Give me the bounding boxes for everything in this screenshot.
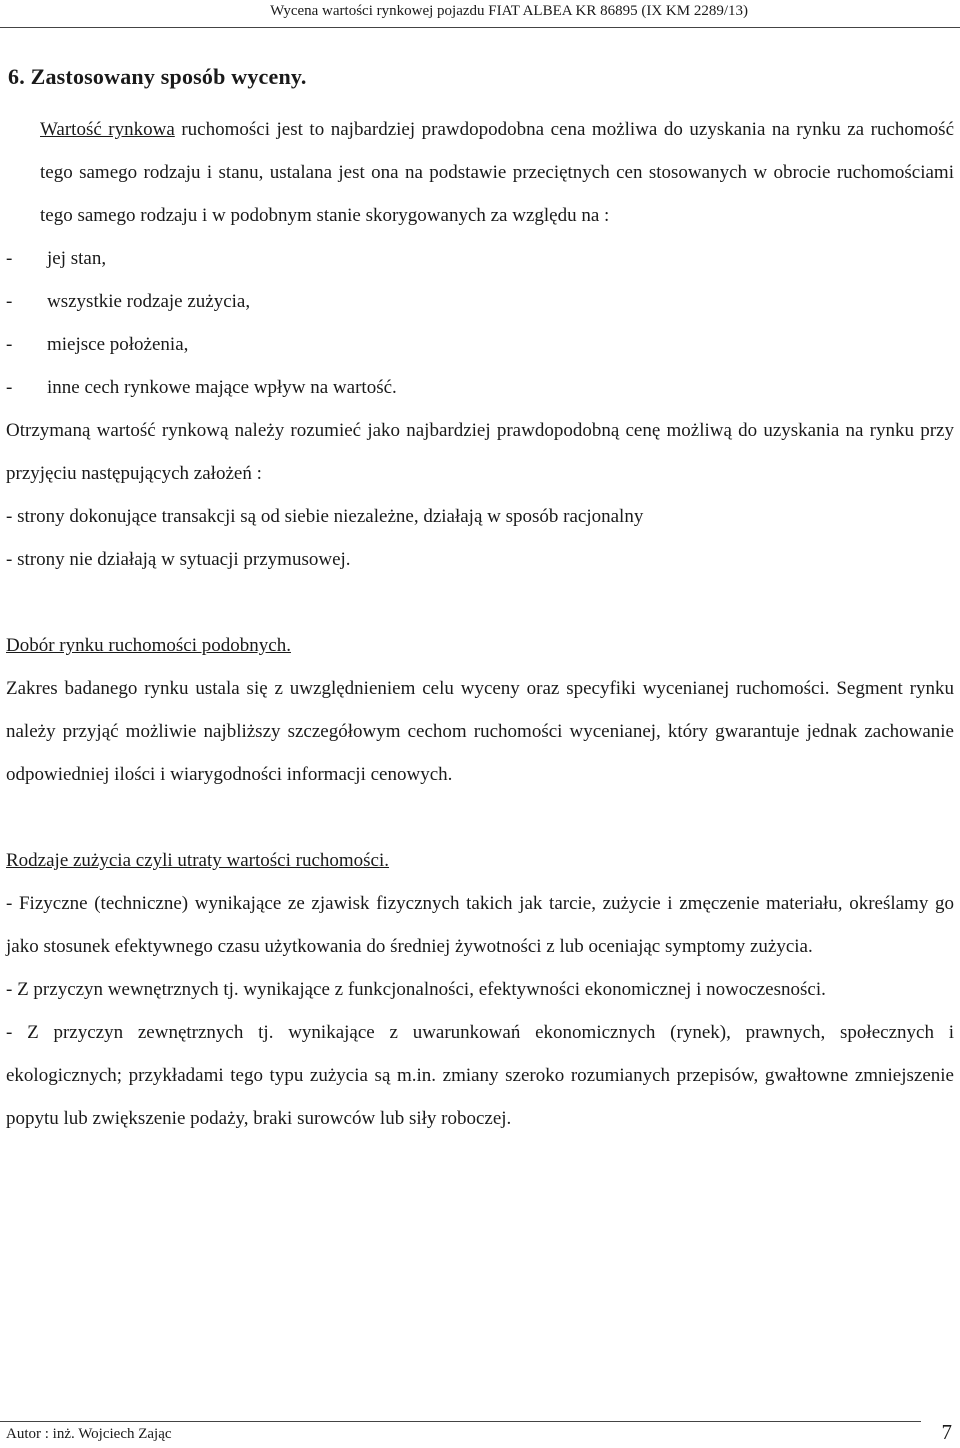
header-divider	[0, 27, 960, 28]
assumption-item: - strony nie działają w sytuacji przymusowej.	[6, 549, 351, 570]
factor-text: miejsce położenia,	[47, 334, 189, 355]
assumption-item: - strony dokonujące transakcji są od siebie niezależne, działają w sposób racjonalny	[6, 506, 644, 527]
factor-text: inne cech rynkowe mające wpływ na wartość.	[47, 377, 397, 398]
factor-dash: -	[6, 248, 13, 269]
running-header: Wycena wartości rynkowej pojazdu FIAT ALBEA KR 86895 (IX KM 2289/13)	[270, 3, 748, 19]
market-selection-paragraph: Zakres badanego rynku ustala się z uwzględnieniem celu wyceny oraz specyfiki wycenianej ruchomości. Segment rynku należy przyjąć możliwie najbliższy szczegółowym cechom ruchomości wycenianej, który gwarantuje jednak zachowanie odpowiedniej ilości i wiarygodności informacji cenowych.	[6, 678, 954, 785]
factor-dash: -	[6, 334, 13, 355]
document-body	[6, 108, 954, 1140]
factor-item	[6, 280, 954, 323]
spacer	[6, 581, 954, 624]
depreciation-heading: Rodzaje zużycia czyli utraty wartości ruchomości.	[6, 850, 390, 871]
intro-paragraph	[6, 108, 954, 237]
section-heading: 6. Zastosowany sposób wyceny.	[8, 64, 307, 89]
factor-dash: -	[6, 377, 13, 398]
intro-text: ruchomości jest to najbardziej prawdopodobna cena możliwa do uzyskania na rynku za ruchomość tego samego rodzaju i stanu, ustalana jest ona na podstawie przeciętnych cen stosowanych w obrocie ruchomościami tego samego rodzaju i w podobnym stanie skorygowanych za względu na :	[40, 119, 954, 226]
depreciation-item-internal: - Z przyczyn wewnętrznych tj. wynikające z funkcjonalności, efektywności ekonomicznej i nowoczesności.	[6, 979, 826, 1000]
factor-item	[6, 323, 954, 366]
market-selection-heading: Dobór rynku ruchomości podobnych.	[6, 635, 291, 656]
footer-divider	[0, 1421, 921, 1422]
page-number: 7	[941, 1420, 952, 1444]
factor-item	[6, 366, 954, 409]
spacer	[6, 796, 954, 839]
factor-text: jej stan,	[47, 248, 107, 269]
term-wartosc-rynkowa: Wartość rynkowa	[40, 119, 175, 140]
factor-dash: -	[6, 291, 13, 312]
depreciation-item-physical: - Fizyczne (techniczne) wynikające ze zjawisk fizycznych takich jak tarcie, zużycie i zmęczenie materiału, określamy go jako stosunek efektywnego czasu użytkowania do średniej żywotności z lub oceniając symptomy zużycia.	[6, 893, 954, 957]
assumptions-paragraph: Otrzymaną wartość rynkową należy rozumieć jako najbardziej prawdopodobną cenę możliwą do uzyskania na rynku przy przyjęciu następujących założeń :	[6, 420, 954, 484]
factor-item	[6, 237, 954, 280]
depreciation-item-external: - Z przyczyn zewnętrznych tj. wynikające z uwarunkowań ekonomicznych (rynek), prawnych, społecznych i ekologicznych; przykładami tego typu zużycia są m.in. zmiany szeroko rozumianych przepisów, gwałtowne zmniejszenie popytu lub zwiększenie podaży, braki surowców lub siły roboczej.	[6, 1022, 954, 1129]
factor-text: wszystkie rodzaje zużycia,	[47, 291, 251, 312]
footer-author: Autor : inż. Wojciech Zając	[6, 1426, 172, 1442]
